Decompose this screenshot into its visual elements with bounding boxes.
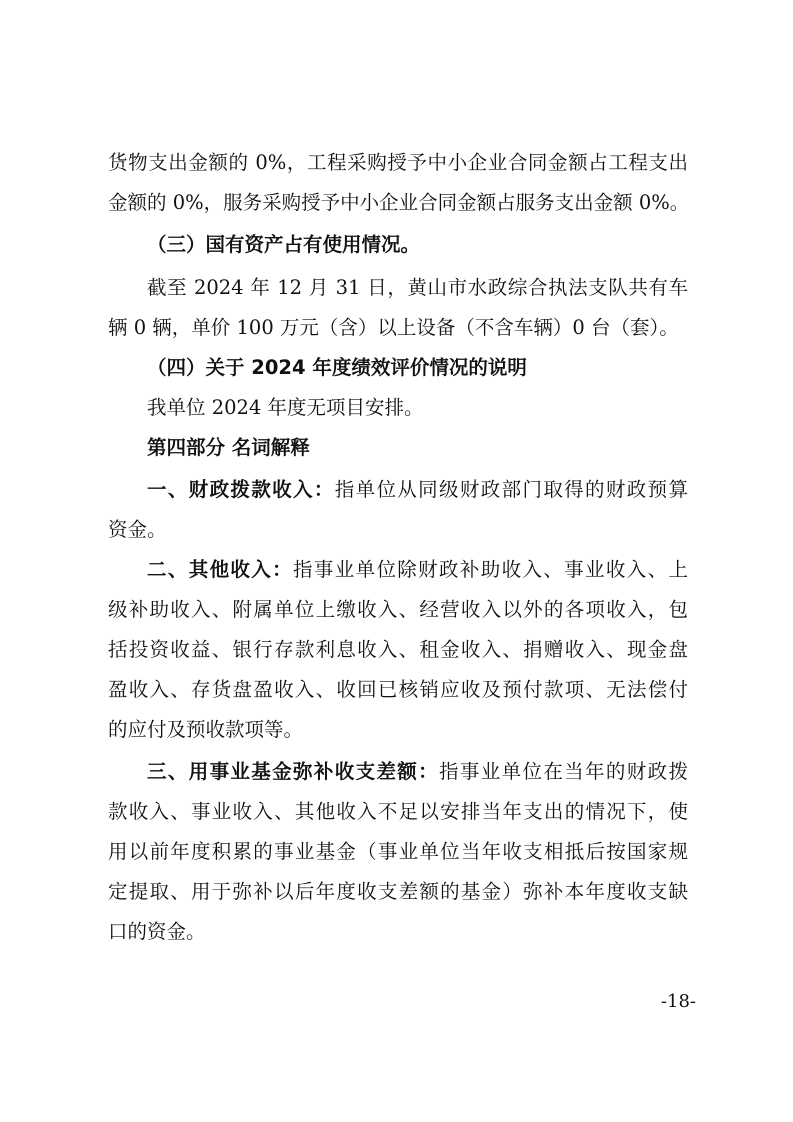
page-number: -18- — [660, 991, 696, 1012]
paragraph-line: 辆 0 辆，单价 100 万元（含）以上设备（不含车辆）0 台（套）。 — [108, 316, 679, 339]
section-heading: （四）关于 2024 年度绩效评价情况的说明 — [147, 356, 527, 379]
paragraph-line: 盈收入、存货盘盈收入、收回已核销应收及预付款项、无法偿付 — [108, 678, 688, 701]
term-line — [147, 752, 688, 792]
paragraph-line: 我单位 2024 年度无项目安排。 — [147, 396, 424, 419]
section-heading: （三）国有资产占有使用情况。 — [147, 233, 421, 256]
paragraph-line: 级补助收入、附属单位上缴收入、经营收入以外的各项收入，包 — [108, 598, 688, 621]
part-heading: 第四部分 名词解释 — [147, 436, 310, 459]
term-definition: 指单位从同级财政部门取得的财政预算 — [334, 478, 688, 501]
paragraph-line: 用以前年度积累的事业基金（事业单位当年收支相抵后按国家规 — [108, 840, 688, 863]
paragraph-line: 截至 2024 年 12 月 31 日，黄山市水政综合执法支队共有车 — [147, 276, 688, 299]
term-definition: 指事业单位除财政补助收入、事业收入、上 — [293, 558, 688, 581]
paragraph-line: 货物支出金额的 0%，工程采购授予中小企业合同金额占工程支出 — [108, 151, 688, 174]
paragraph-line: 的应付及预收款项等。 — [108, 718, 304, 741]
term-title: 二、其他收入： — [147, 558, 294, 581]
term-title: 一、财政拨款收入： — [147, 478, 335, 501]
term-definition: 指事业单位在当年的财政拨 — [439, 760, 688, 783]
paragraph-line: 口的资金。 — [108, 920, 206, 943]
paragraph-line: 资金。 — [108, 518, 167, 541]
paragraph-line: 金额的 0%，服务采购授予中小企业合同金额占服务支出金额 0%。 — [108, 191, 690, 214]
term-line — [147, 470, 688, 510]
paragraph-line: 定提取、用于弥补以后年度收支差额的基金）弥补本年度收支缺 — [108, 880, 688, 903]
paragraph-line: 括投资收益、银行存款利息收入、租金收入、捐赠收入、现金盘 — [108, 638, 688, 661]
term-title: 三、用事业基金弥补收支差额： — [147, 760, 440, 783]
term-line — [147, 550, 688, 590]
paragraph-line: 款收入、事业收入、其他收入不足以安排当年支出的情况下，使 — [108, 800, 688, 823]
